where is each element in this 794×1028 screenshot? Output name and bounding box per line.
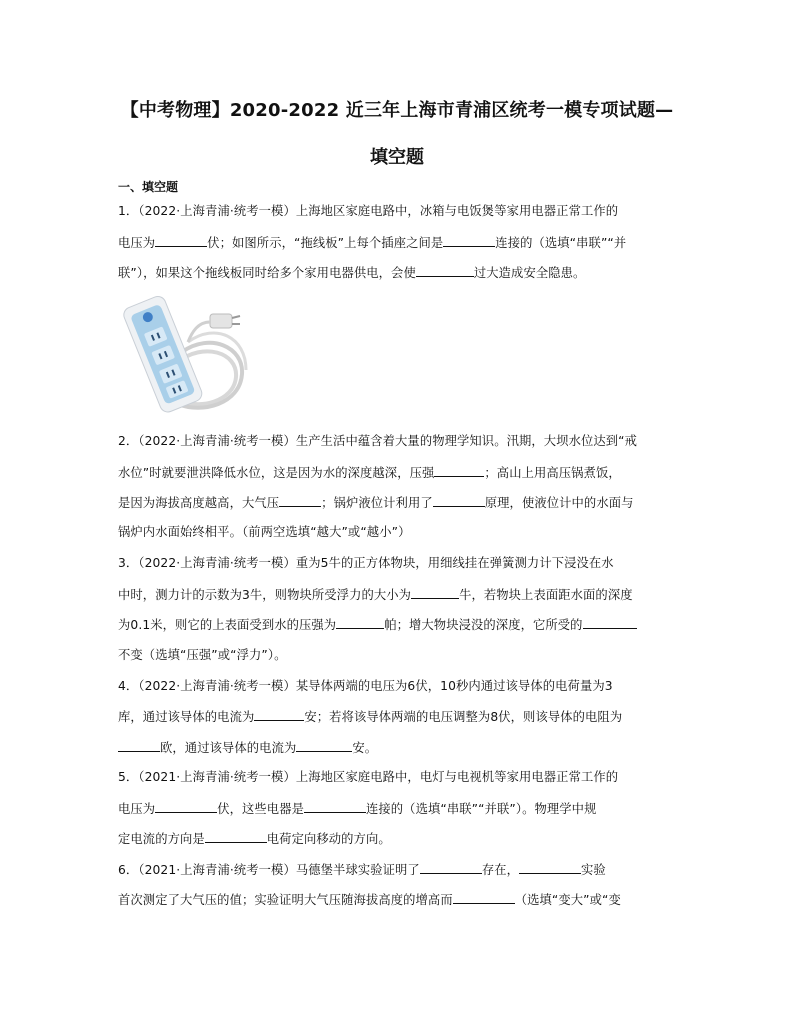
answer-blank[interactable]	[279, 494, 321, 507]
page-subtitle: 填空题	[370, 147, 424, 168]
answer-blank[interactable]	[205, 830, 267, 843]
q1-line2: 电压为 伏；如图所示，“拖线板”上每个插座之间是 连接的（选填“串联”“并	[118, 236, 627, 250]
q3-line4: 不变（选填“压强”或“浮力”）。	[118, 648, 287, 662]
q6-line1: 6．（2021·上海青浦·统考一模）马德堡半球实验证明了 存在， 实验	[118, 863, 606, 877]
answer-blank[interactable]	[453, 891, 515, 904]
q1-line3: 联”），如果这个拖线板同时给多个家用电器供电，会使 过大造成安全隐患。	[118, 266, 586, 280]
answer-blank[interactable]	[420, 861, 482, 874]
answer-blank[interactable]	[434, 464, 484, 477]
q3-line2: 中时，测力计的示数为3牛，则物块所受浮力的大小为 牛，若物块上表面距水面的深度	[118, 588, 633, 602]
answer-blank[interactable]	[155, 234, 207, 247]
q5-line2: 电压为 伏，这些电器是 连接的（选填“串联”“并联”）。物理学中规	[118, 802, 597, 816]
answer-blank[interactable]	[254, 708, 304, 721]
answer-blank[interactable]	[443, 234, 495, 247]
q6-line2: 首次测定了大气压的值；实验证明大气压随海拔高度的增高而 （选填“变大”或“变	[118, 893, 621, 907]
q3-line1: 3．（2022·上海青浦·统考一模）重为5牛的正方体物块，用细线挂在弹簧测力计下浸没在水	[118, 556, 614, 570]
q4-line2: 库，通过该导体的电流为 安；若将该导体两端的电压调整为8伏，则该导体的电阻为	[118, 710, 623, 724]
q5-line1: 5．（2021·上海青浦·统考一模）上海地区家庭电路中，电灯与电视机等家用电器正常工作的	[118, 770, 619, 784]
answer-blank[interactable]	[416, 264, 474, 277]
page-title: 【中考物理】2020-2022 近三年上海市青浦区统考一模专项试题—	[120, 100, 674, 121]
answer-blank[interactable]	[519, 861, 581, 874]
answer-blank[interactable]	[304, 800, 366, 813]
q5-line3: 定电流的方向是 电荷定向移动的方向。	[118, 832, 391, 846]
q1-line1: 1．（2022·上海青浦·统考一模）上海地区家庭电路中，冰箱与电饭煲等家用电器正常工作的	[118, 204, 619, 218]
section-heading: 一、填空题	[118, 180, 179, 194]
answer-blank[interactable]	[583, 616, 637, 629]
answer-blank[interactable]	[296, 739, 352, 752]
q2-line4: 锅炉内水面始终相平。（前两空选填“越大”或“越小”）	[118, 525, 411, 539]
q2-line1: 2．（2022·上海青浦·统考一模）生产生活中蕴含着大量的物理学知识。汛期，大坝水位达到“戒	[118, 434, 638, 448]
q4-line3: 欧，通过该导体的电流为 安。	[118, 739, 678, 756]
answer-blank[interactable]	[411, 586, 459, 599]
answer-blank[interactable]	[155, 800, 217, 813]
q4-line1: 4．（2022·上海青浦·统考一模）某导体两端的电压为6伏，10秒内通过该导体的电荷量为3	[118, 679, 613, 693]
answer-blank[interactable]	[336, 616, 384, 629]
q2-line3: 是因为海拔高度越高，大气压 ；锅炉液位计利用了 原理，使液位计中的水面与	[118, 496, 634, 510]
power-strip-icon	[118, 292, 248, 416]
q2-line2: 水位”时就要泄洪降低水位，这是因为水的深度越深，压强 ；高山上用高压锅煮饭，	[118, 466, 621, 480]
answer-blank[interactable]	[118, 739, 160, 752]
answer-blank[interactable]	[433, 494, 485, 507]
q3-line3: 为0.1米，则它的上表面受到水的压强为 帕；增大物块浸没的深度，它所受的	[118, 616, 678, 633]
